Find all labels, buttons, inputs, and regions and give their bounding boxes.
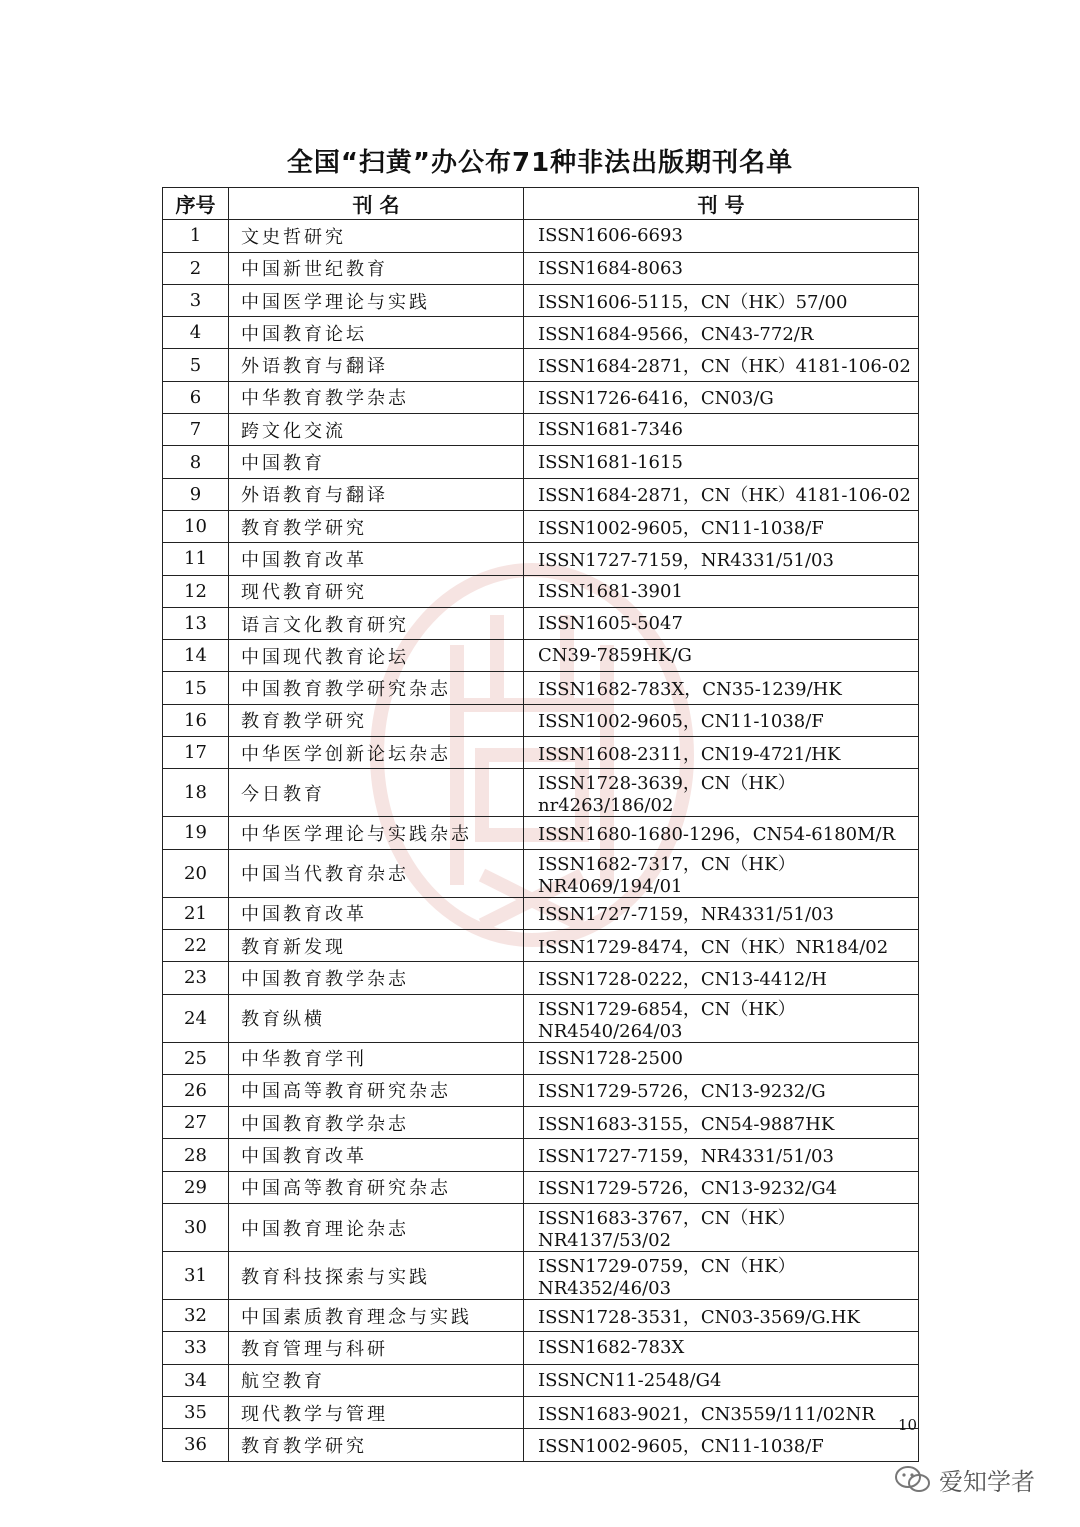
row-index: 1: [163, 220, 229, 252]
row-index: 4: [163, 317, 229, 349]
row-name: 中国现代教育论坛: [229, 640, 524, 672]
row-index: 20: [163, 849, 229, 897]
row-index: 36: [163, 1429, 229, 1461]
row-name: 航空教育: [229, 1364, 524, 1396]
row-index: 35: [163, 1396, 229, 1428]
row-code: ISSN1729-5726，CN13-9232/G: [524, 1074, 919, 1106]
row-code: ISSN1002-9605，CN11-1038/F: [524, 510, 919, 542]
row-name: 中国素质教育理念与实践: [229, 1300, 524, 1332]
row-name: 中国教育教学杂志: [229, 1107, 524, 1139]
table-row: [163, 1300, 919, 1332]
row-code: ISSN1727-7159，NR4331/51/03: [524, 543, 919, 575]
row-name: 中国当代教育杂志: [229, 849, 524, 897]
table-row: [163, 478, 919, 510]
periodical-table: [162, 187, 919, 1462]
table-row: [163, 381, 919, 413]
row-index: 10: [163, 510, 229, 542]
row-index: 15: [163, 672, 229, 704]
row-code: ISSN1684-8063: [524, 252, 919, 284]
row-name: 中国教育理论杂志: [229, 1204, 524, 1252]
row-name: 中国教育论坛: [229, 317, 524, 349]
row-code: ISSN1729-6854，CN（HK）NR4540/264/03: [524, 994, 919, 1042]
row-code: ISSN1683-9021，CN3559/111/02NR: [524, 1396, 919, 1428]
page-number: 10: [898, 1416, 918, 1434]
row-name: 中华医学创新论坛杂志: [229, 737, 524, 769]
header-code: 刊 号: [524, 188, 919, 220]
row-code: ISSN1680-1680-1296，CN54-6180M/R: [524, 817, 919, 849]
table-row: [163, 1139, 919, 1171]
row-code: ISSN1682-783X: [524, 1332, 919, 1364]
table-row: [163, 1252, 919, 1300]
table-row: [163, 317, 919, 349]
table-row: [163, 510, 919, 542]
row-name: 中国高等教育研究杂志: [229, 1171, 524, 1203]
row-index: 29: [163, 1171, 229, 1203]
row-index: 6: [163, 381, 229, 413]
row-code: ISSN1683-3155，CN54-9887HK: [524, 1107, 919, 1139]
row-code: CN39-7859HK/G: [524, 640, 919, 672]
row-name: 中华教育教学杂志: [229, 381, 524, 413]
row-code: ISSN1606-6693: [524, 220, 919, 252]
row-name: 教育科技探索与实践: [229, 1252, 524, 1300]
table-row: [163, 1364, 919, 1396]
row-code: ISSN1002-9605，CN11-1038/F: [524, 704, 919, 736]
row-name: 中华教育学刊: [229, 1042, 524, 1074]
row-index: 17: [163, 737, 229, 769]
table-row: [163, 607, 919, 639]
table-row: [163, 446, 919, 478]
row-code: ISSN1728-3531，CN03-3569/G.HK: [524, 1300, 919, 1332]
row-index: 27: [163, 1107, 229, 1139]
row-name: 中国教育改革: [229, 543, 524, 575]
table-row: [163, 962, 919, 994]
row-code: ISSN1681-1615: [524, 446, 919, 478]
row-name: 跨文化交流: [229, 414, 524, 446]
table-row: [163, 1107, 919, 1139]
row-index: 24: [163, 994, 229, 1042]
table-row: [163, 672, 919, 704]
table-row: [163, 349, 919, 381]
row-index: 8: [163, 446, 229, 478]
table-row: [163, 1396, 919, 1428]
table-row: [163, 543, 919, 575]
row-index: 21: [163, 897, 229, 929]
row-code: ISSNCN11-2548/G4: [524, 1364, 919, 1396]
row-code: ISSN1683-3767，CN（HK）NR4137/53/02: [524, 1204, 919, 1252]
table-row: [163, 849, 919, 897]
row-name: 外语教育与翻译: [229, 349, 524, 381]
row-name: 教育管理与科研: [229, 1332, 524, 1364]
row-index: 33: [163, 1332, 229, 1364]
row-code: ISSN1729-0759，CN（HK）NR4352/46/03: [524, 1252, 919, 1300]
row-code: ISSN1728-2500: [524, 1042, 919, 1074]
row-code: ISSN1727-7159，NR4331/51/03: [524, 1139, 919, 1171]
row-code: ISSN1728-3639，CN（HK）nr4263/186/02: [524, 769, 919, 817]
row-name: 现代教学与管理: [229, 1396, 524, 1428]
row-index: 18: [163, 769, 229, 817]
row-code: ISSN1729-8474，CN（HK）NR184/02: [524, 929, 919, 961]
table-row: [163, 220, 919, 252]
row-name: 教育教学研究: [229, 704, 524, 736]
row-name: 中国医学理论与实践: [229, 284, 524, 316]
wechat-account-name: 爱知学者: [939, 1468, 1035, 1496]
row-code: ISSN1684-2871，CN（HK）4181-106-02: [524, 478, 919, 510]
row-code: ISSN1684-2871，CN（HK）4181-106-02: [524, 349, 919, 381]
row-code: ISSN1684-9566，CN43-772/R: [524, 317, 919, 349]
table-row: [163, 994, 919, 1042]
row-index: 5: [163, 349, 229, 381]
row-name: 教育教学研究: [229, 1429, 524, 1461]
table-row: [163, 575, 919, 607]
table-row: [163, 1042, 919, 1074]
row-index: 32: [163, 1300, 229, 1332]
row-name: 中国新世纪教育: [229, 252, 524, 284]
row-index: 9: [163, 478, 229, 510]
row-name: 教育新发现: [229, 929, 524, 961]
row-name: 中国教育: [229, 446, 524, 478]
row-code: ISSN1727-7159，NR4331/51/03: [524, 897, 919, 929]
wechat-icon: [893, 1464, 933, 1496]
row-index: 11: [163, 543, 229, 575]
table-row: [163, 252, 919, 284]
row-name: 中国高等教育研究杂志: [229, 1074, 524, 1106]
row-index: 28: [163, 1139, 229, 1171]
row-name: 现代教育研究: [229, 575, 524, 607]
row-code: ISSN1682-783X，CN35-1239/HK: [524, 672, 919, 704]
row-name: 中华医学理论与实践杂志: [229, 817, 524, 849]
table-row: [163, 1171, 919, 1203]
row-code: ISSN1729-5726，CN13-9232/G4: [524, 1171, 919, 1203]
table-row: [163, 1429, 919, 1461]
row-name: 中国教育教学研究杂志: [229, 672, 524, 704]
row-code: ISSN1608-2311，CN19-4721/HK: [524, 737, 919, 769]
table-row: [163, 737, 919, 769]
document-title: 全国“扫黄”办公布71种非法出版期刊名单: [286, 148, 794, 178]
row-index: 3: [163, 284, 229, 316]
row-name: 教育纵横: [229, 994, 524, 1042]
row-index: 2: [163, 252, 229, 284]
row-index: 26: [163, 1074, 229, 1106]
row-index: 16: [163, 704, 229, 736]
table-row: [163, 414, 919, 446]
row-name: 文史哲研究: [229, 220, 524, 252]
row-name: 中国教育改革: [229, 897, 524, 929]
header-index: 序号: [163, 188, 229, 220]
row-index: 19: [163, 817, 229, 849]
row-index: 23: [163, 962, 229, 994]
header-name: 刊 名: [229, 188, 524, 220]
row-index: 12: [163, 575, 229, 607]
table-header-row: [163, 188, 919, 220]
row-name: 教育教学研究: [229, 510, 524, 542]
row-index: 30: [163, 1204, 229, 1252]
row-name: 今日教育: [229, 769, 524, 817]
row-index: 13: [163, 607, 229, 639]
row-index: 31: [163, 1252, 229, 1300]
table-row: [163, 284, 919, 316]
table-row: [163, 640, 919, 672]
row-name: 外语教育与翻译: [229, 478, 524, 510]
table-row: [163, 817, 919, 849]
row-index: 14: [163, 640, 229, 672]
row-index: 25: [163, 1042, 229, 1074]
table-row: [163, 897, 919, 929]
table-row: [163, 1074, 919, 1106]
table-row: [163, 704, 919, 736]
row-index: 34: [163, 1364, 229, 1396]
row-name: 语言文化教育研究: [229, 607, 524, 639]
table-row: [163, 769, 919, 817]
row-code: ISSN1605-5047: [524, 607, 919, 639]
table-row: [163, 929, 919, 961]
row-name: 中国教育教学杂志: [229, 962, 524, 994]
row-code: ISSN1681-3901: [524, 575, 919, 607]
row-code: ISSN1002-9605，CN11-1038/F: [524, 1429, 919, 1461]
row-code: ISSN1682-7317，CN（HK）NR4069/194/01: [524, 849, 919, 897]
table-row: [163, 1332, 919, 1364]
row-code: ISSN1726-6416，CN03/G: [524, 381, 919, 413]
wechat-watermark: [893, 1462, 1035, 1497]
row-index: 22: [163, 929, 229, 961]
table-row: [163, 1204, 919, 1252]
row-code: ISSN1606-5115，CN（HK）57/00: [524, 284, 919, 316]
row-code: ISSN1728-0222，CN13-4412/H: [524, 962, 919, 994]
row-index: 7: [163, 414, 229, 446]
row-code: ISSN1681-7346: [524, 414, 919, 446]
row-name: 中国教育改革: [229, 1139, 524, 1171]
